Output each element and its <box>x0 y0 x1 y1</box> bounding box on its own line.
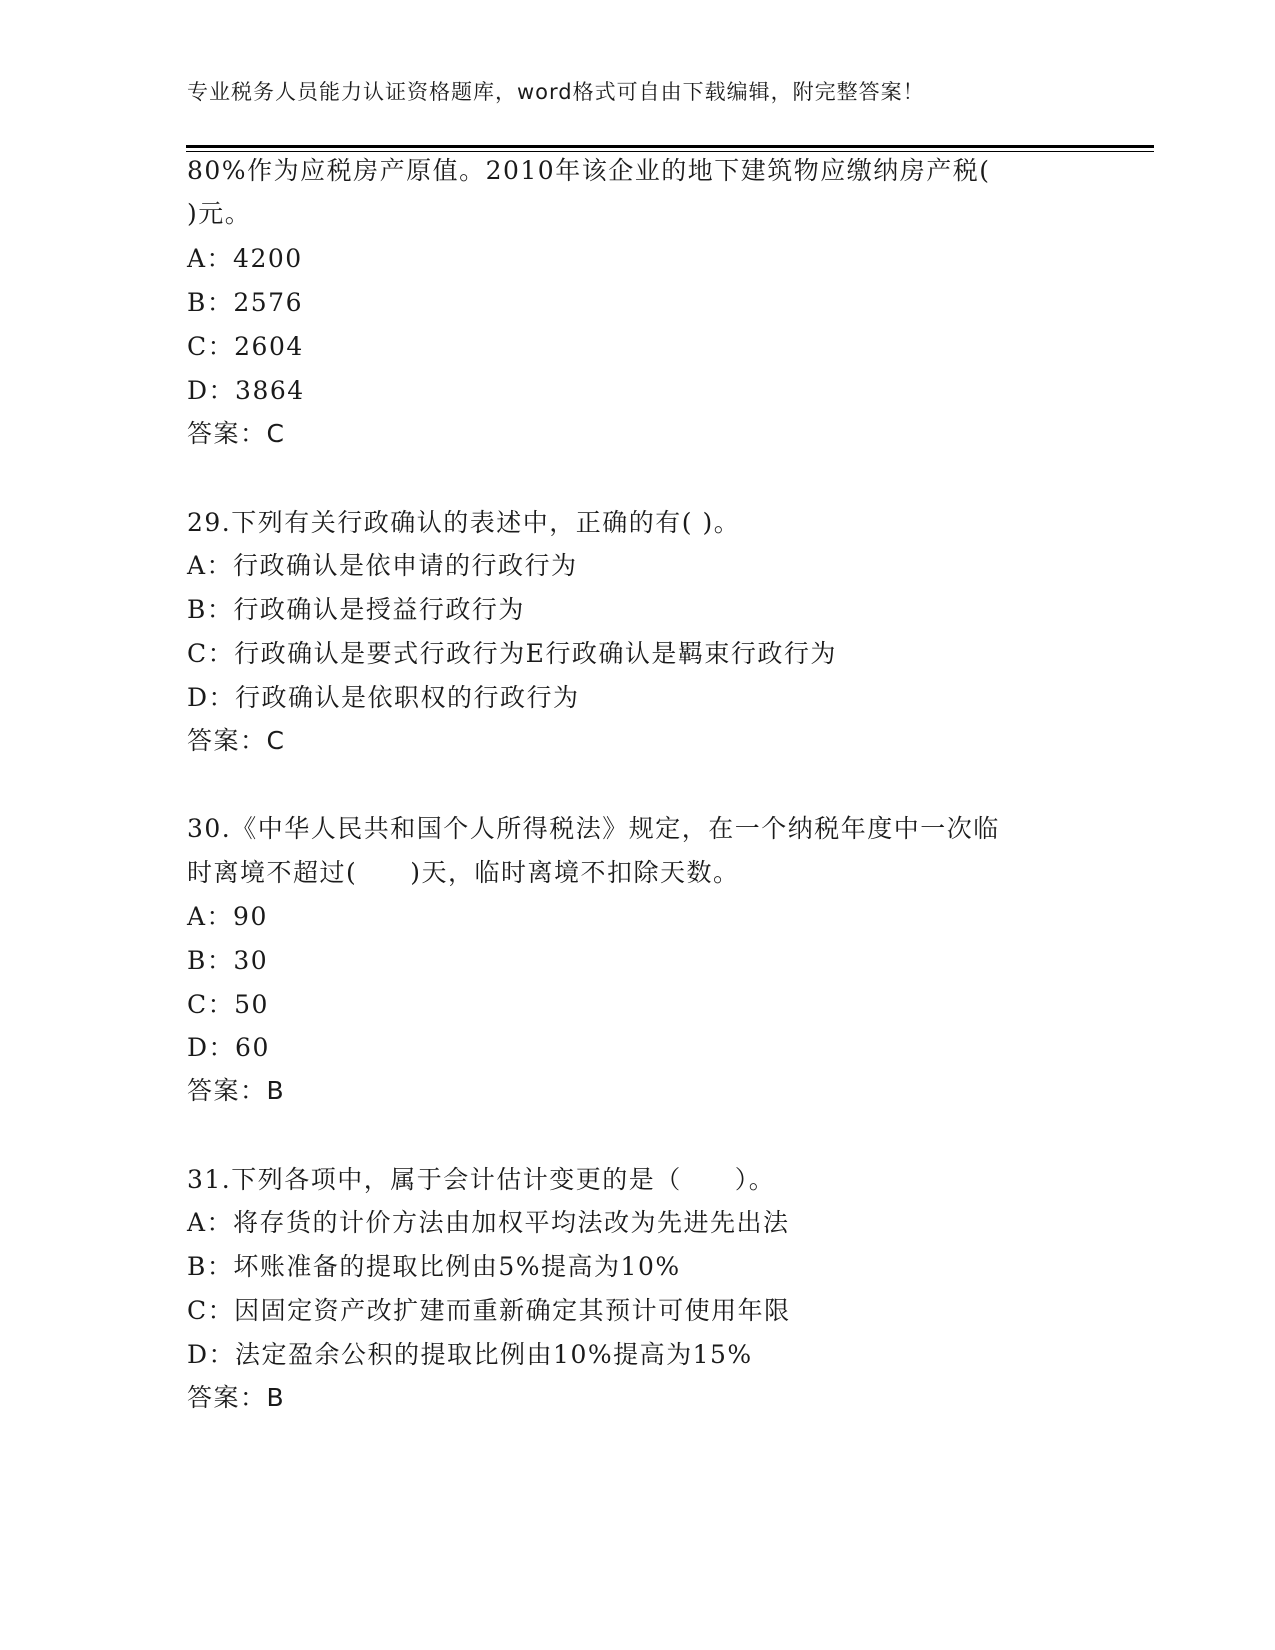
q29-option-c: C：行政确认是要式行政行为E行政确认是羁束行政行为 <box>187 639 837 668</box>
q28-stem-line1: 80%作为应税房产原值。2010年该企业的地下建筑物应缴纳房产税( <box>187 156 991 185</box>
q29-option-a: A：行政确认是依申请的行政行为 <box>187 551 578 580</box>
q30-option-c: C：50 <box>187 990 269 1019</box>
q28-answer: 答案：C <box>187 419 286 448</box>
q28-stem-line2: )元。 <box>187 199 252 228</box>
q28-option-b: B：2576 <box>187 288 303 317</box>
header-rule-thick <box>186 145 1154 148</box>
q28-option-d: D：3864 <box>187 376 305 405</box>
q31-stem: 31.下列各项中，属于会计估计变更的是（ ）。 <box>187 1165 776 1194</box>
q29-option-b: B：行政确认是授益行政行为 <box>187 595 525 624</box>
q30-answer: 答案：B <box>187 1076 286 1105</box>
q29-option-d: D：行政确认是依职权的行政行为 <box>187 683 580 712</box>
q28-option-c: C：2604 <box>187 332 304 361</box>
q30-option-a: A：90 <box>187 902 268 931</box>
q31-option-d: D：法定盈余公积的提取比例由10%提高为15% <box>187 1340 753 1369</box>
q31-option-a: A：将存货的计价方法由加权平均法改为先进先出法 <box>187 1208 790 1237</box>
q29-stem: 29.下列有关行政确认的表述中，正确的有( )。 <box>187 508 741 537</box>
q29-answer: 答案：C <box>187 726 286 755</box>
header-rule-thin <box>186 151 1154 152</box>
q30-option-d: D：60 <box>187 1033 270 1062</box>
q30-stem-line1: 30.《中华人民共和国个人所得税法》规定，在一个纳税年度中一次临 <box>187 814 1000 843</box>
q30-option-b: B：30 <box>187 946 269 975</box>
document-header: 专业税务人员能力认证资格题库，word格式可自由下载编辑，附完整答案！ <box>187 80 925 104</box>
q30-stem-line2: 时离境不超过( )天，临时离境不扣除天数。 <box>187 858 740 887</box>
q28-option-a: A：4200 <box>187 244 303 273</box>
q31-option-c: C：因固定资产改扩建而重新确定其预计可使用年限 <box>187 1296 791 1325</box>
q31-answer: 答案：B <box>187 1383 286 1412</box>
q31-option-b: B：坏账准备的提取比例由5%提高为10% <box>187 1252 681 1281</box>
